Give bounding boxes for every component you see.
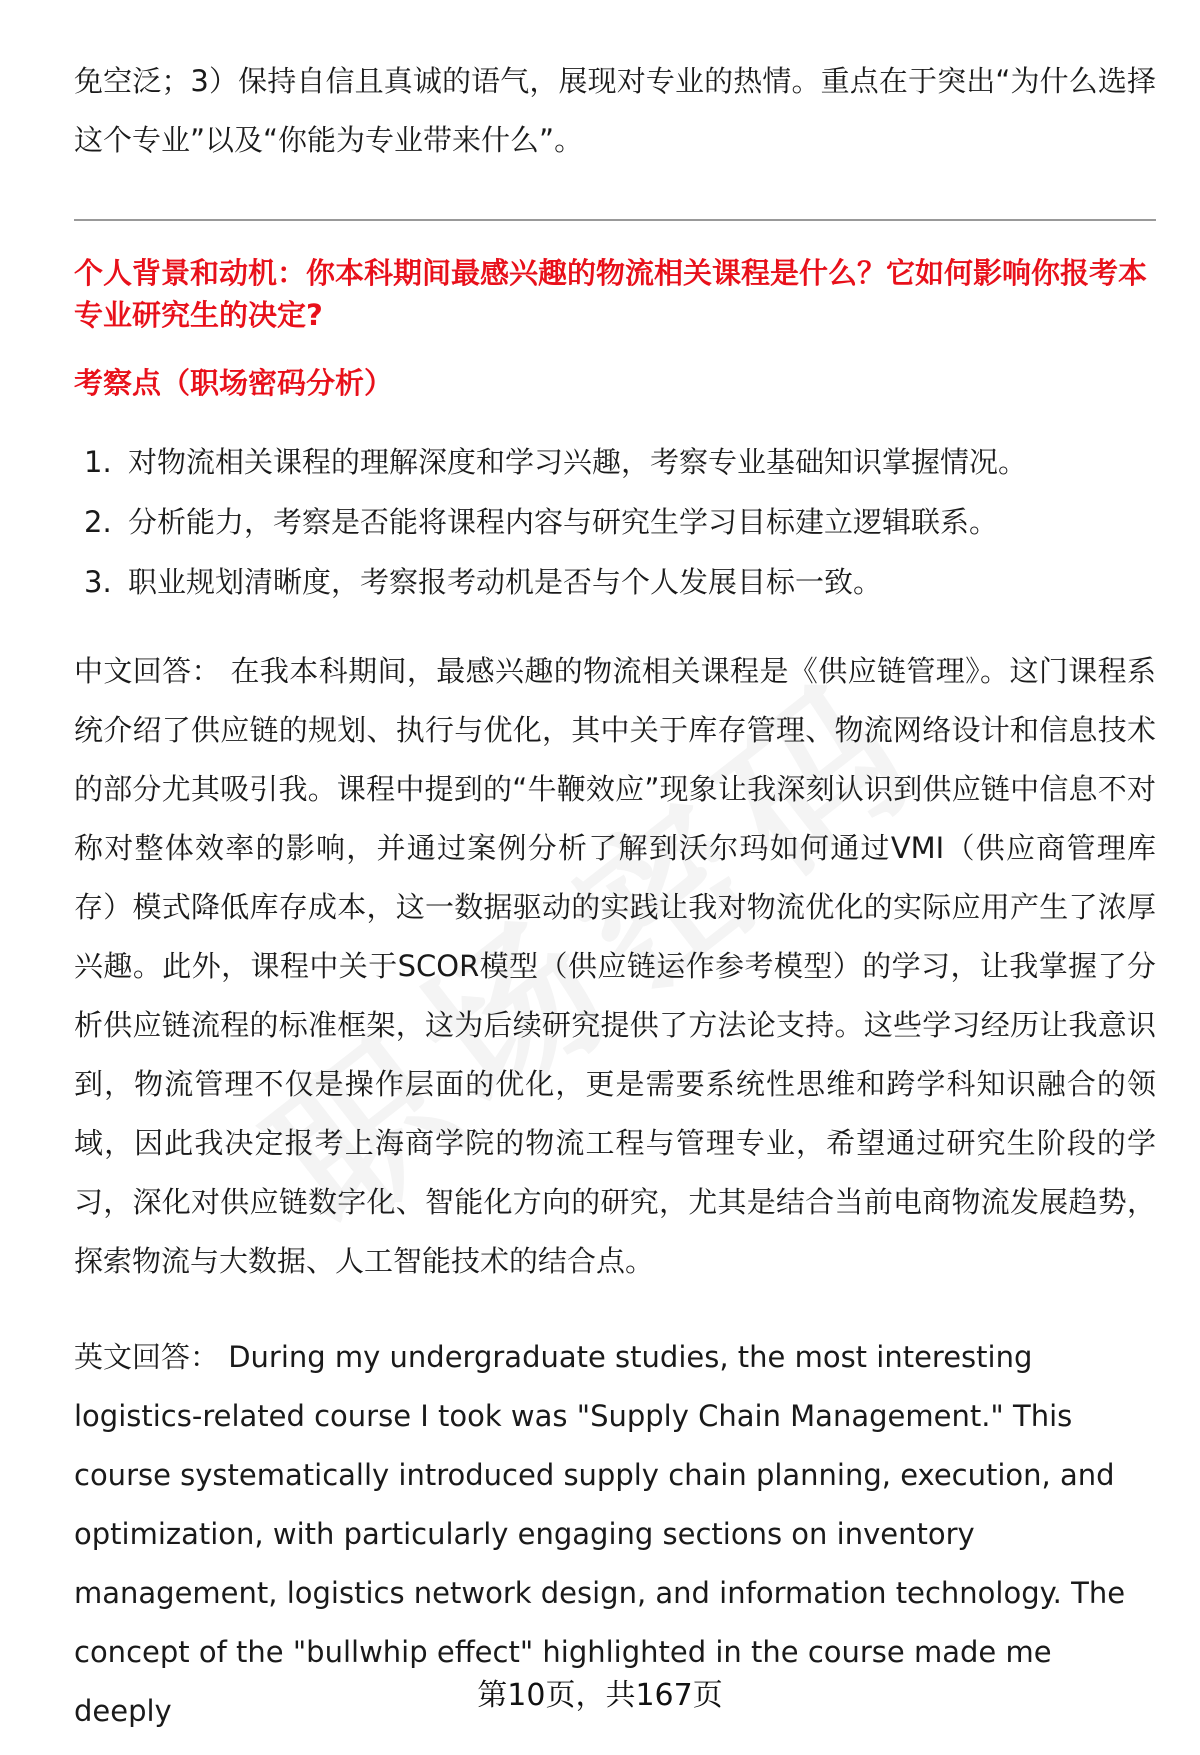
question-heading-block	[74, 252, 1156, 336]
question-heading: 个人背景和动机：你本科期间最感兴趣的物流相关课程是什么？它如何影响你报考本专业研究生的决定?	[74, 256, 1148, 332]
list-item-text: 职业规划清晰度，考察报考动机是否与个人发展目标一致。	[128, 565, 883, 599]
list-item-number: 3.	[84, 565, 112, 599]
chinese-answer-text: 中文回答： 在我本科期间，最感兴趣的物流相关课程是《供应链管理》。这门课程系统介绍了供应链的规划、执行与优化，其中关于库存管理、物流网络设计和信息技术的部分尤其吸引我。课程中提到的“牛鞭效应”现象让我深刻认识到供应链中信息不对称对整体效率的影响，并通过案例分析了解到沃尔玛如何通过VMI（供应商管理库存）模式降低库存成本，这一数据驱动的实践让我对物流优化的实际应用产生了浓厚兴趣。此外，课程中关于SCOR模型（供应链运作参考模型）的学习，让我掌握了分析供应链流程的标准框架，这为后续研究提供了方法论支持。这些学习经历让我意识到，物流管理不仅是操作层面的优化，更是需要系统性思维和跨学科知识融合的领域，因此我决定报考上海商学院的物流工程与管理专业，希望通过研究生阶段的学习，深化对供应链数字化、智能化方向的研究，尤其是结合当前电商物流发展趋势，探索物流与大数据、人工智能技术的结合点。	[74, 654, 1156, 1278]
list-item	[74, 492, 1156, 552]
chinese-answer-block	[74, 642, 1156, 1291]
list-item-text: 对物流相关课程的理解深度和学习兴趣，考察专业基础知识掌握情况。	[128, 445, 1028, 479]
page-footer: 第10页，共167页	[477, 1678, 723, 1713]
list-item-number: 2.	[84, 505, 112, 539]
list-item	[74, 552, 1156, 612]
exam-points-heading-block	[74, 362, 393, 404]
list-item	[74, 432, 1156, 492]
list-item-number: 1.	[84, 445, 112, 479]
exam-points-list	[74, 432, 1156, 612]
intro-text: 免空泛；3）保持自信且真诚的语气，展现对专业的热情。重点在于突出“为什么选择这个专业”以及“你能为专业带来什么”。	[74, 64, 1156, 157]
intro-paragraph	[74, 52, 1156, 170]
exam-points-heading: 考察点（职场密码分析）	[74, 366, 394, 400]
list-item-text: 分析能力，考察是否能将课程内容与研究生学习目标建立逻辑联系。	[128, 505, 999, 539]
section-divider	[74, 219, 1156, 221]
english-answer-text: 英文回答： During my undergraduate studies, the most interesting logistics-related course I took was "Supply Chain Management." This course systematically introduced supply chain planning, execution, and optimization, with particularly engaging sections on inventory management, logistics network design, and information technology. The concept of the "bullwhip effect" highlighted in the course made me deeply	[74, 1340, 1126, 1728]
